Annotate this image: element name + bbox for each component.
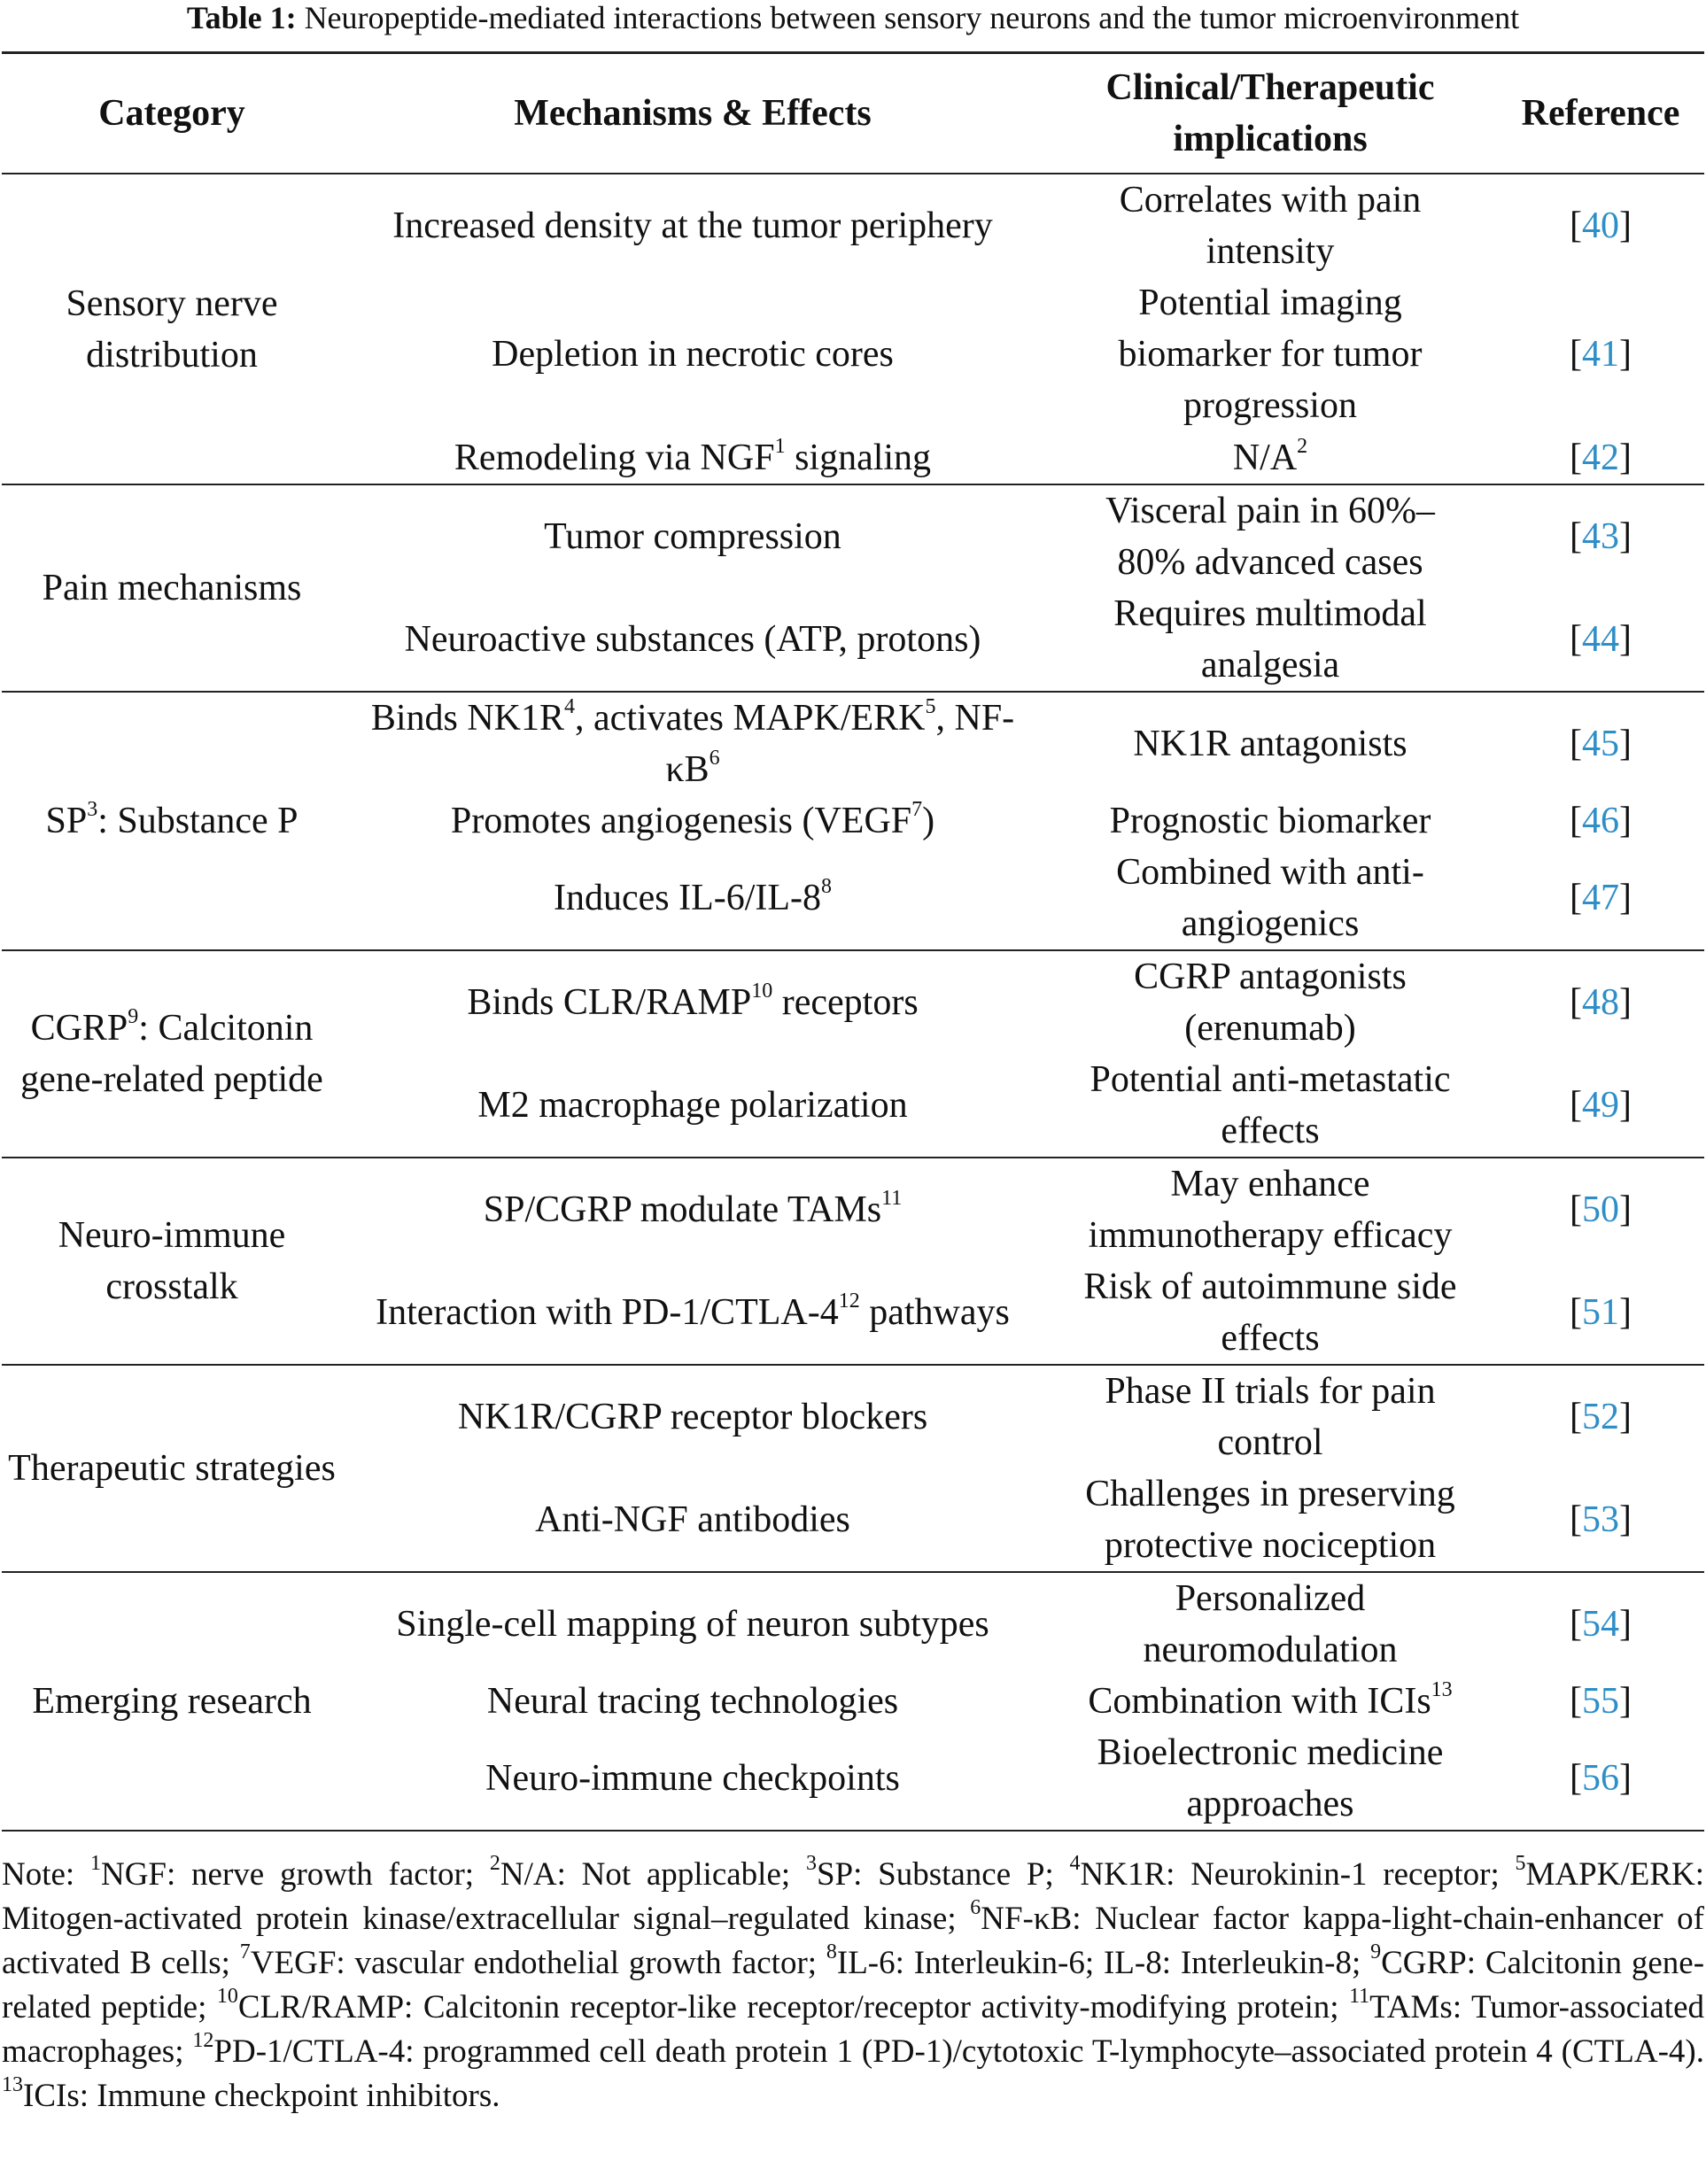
footnote-marker: 9 <box>1370 1940 1382 1963</box>
footnote-marker: 9 <box>128 1005 139 1028</box>
clinical-text: Requires multimodal analgesia <box>1113 593 1427 685</box>
reference-link[interactable]: 52 <box>1582 1397 1619 1437</box>
footnote-marker: 4 <box>1069 1851 1081 1875</box>
table-note <box>2 1832 1704 2118</box>
footnote-marker: 2 <box>1297 434 1308 458</box>
clinical-text: NK1R antagonists <box>1133 724 1407 764</box>
clinical-text: Combination with ICIs <box>1088 1681 1431 1722</box>
reference-link[interactable]: 55 <box>1582 1681 1619 1722</box>
reference-cell <box>1497 484 1704 588</box>
reference-link[interactable]: 53 <box>1582 1499 1619 1540</box>
table-row <box>2 692 1704 795</box>
mechanism-text: Binds CLR/RAMP <box>467 982 752 1023</box>
mechanism-text: Promotes angiogenesis (VEGF <box>450 801 912 841</box>
clinical-text: CGRP antagonists (erenumab) <box>1134 956 1407 1049</box>
clinical-cell <box>1043 1054 1497 1158</box>
clinical-text: Personalized neuromodulation <box>1143 1578 1398 1670</box>
reference-cell <box>1497 1365 1704 1468</box>
mechanism-cell <box>342 1468 1043 1572</box>
mechanism-text: pathways <box>859 1292 1010 1333</box>
footnote-marker: 6 <box>970 1895 981 1919</box>
clinical-cell <box>1043 174 1497 277</box>
header-mechanisms: Mechanisms & Effects <box>514 93 872 134</box>
clinical-cell <box>1043 1727 1497 1831</box>
category-cell <box>2 950 342 1158</box>
note-item: PD-1/CTLA-4: programmed cell death protein 1 (PD-1)/cytotoxic T-lymphocyte–associated protein 4 (CTLA-4). <box>213 2033 1704 2070</box>
bracket: [ <box>1570 1085 1582 1126</box>
clinical-cell <box>1043 1158 1497 1261</box>
table-group <box>2 1365 1704 1572</box>
clinical-text: Prognostic biomarker <box>1109 801 1431 841</box>
mechanism-text: Interaction with PD-1/CTLA-4 <box>376 1292 839 1333</box>
note-prefix: Note: <box>2 1856 90 1893</box>
mechanism-cell <box>342 1365 1043 1468</box>
footnote-marker: 8 <box>821 875 833 898</box>
reference-cell <box>1497 1676 1704 1727</box>
mechanism-text: receptors <box>772 982 919 1023</box>
clinical-cell <box>1043 484 1497 588</box>
clinical-cell <box>1043 588 1497 692</box>
bracket: [ <box>1570 1499 1582 1540</box>
mechanism-text: Neuro-immune checkpoints <box>485 1758 900 1799</box>
bracket: ] <box>1619 801 1632 841</box>
mechanism-cell <box>342 1676 1043 1727</box>
footnote-marker: 5 <box>1515 1851 1526 1875</box>
reference-link[interactable]: 40 <box>1582 205 1619 246</box>
reference-cell <box>1497 174 1704 277</box>
category-text: : Substance P <box>97 801 299 841</box>
mechanism-cell <box>342 484 1043 588</box>
bracket: ] <box>1619 516 1632 557</box>
mechanism-cell <box>342 950 1043 1054</box>
reference-link[interactable]: 41 <box>1582 334 1619 375</box>
clinical-cell <box>1043 692 1497 795</box>
bracket: [ <box>1570 801 1582 841</box>
table-row <box>2 1158 1704 1261</box>
reference-cell <box>1497 277 1704 431</box>
category-text: Sensory nerve distribution <box>66 283 278 376</box>
bracket: [ <box>1570 982 1582 1023</box>
note-item: VEGF: vascular endothelial growth factor; <box>250 1945 826 1981</box>
bracket: [ <box>1570 516 1582 557</box>
clinical-text: Potential imaging biomarker for tumor progression <box>1118 283 1423 426</box>
reference-link[interactable]: 47 <box>1582 878 1619 918</box>
mechanism-text: NK1R/CGRP receptor blockers <box>457 1397 928 1437</box>
mechanism-cell <box>342 174 1043 277</box>
bracket: [ <box>1570 619 1582 660</box>
bracket: [ <box>1570 1292 1582 1333</box>
bracket: ] <box>1619 1758 1632 1799</box>
neuropeptide-table <box>2 51 1704 1832</box>
reference-cell <box>1497 950 1704 1054</box>
reference-cell <box>1497 692 1704 795</box>
mechanism-cell <box>342 795 1043 847</box>
reference-link[interactable]: 46 <box>1582 801 1619 841</box>
note-item: ICIs: Immune checkpoint inhibitors. <box>23 2078 500 2114</box>
bracket: [ <box>1570 334 1582 375</box>
table-row <box>2 484 1704 588</box>
reference-cell <box>1497 1468 1704 1572</box>
clinical-text: May enhance immunotherapy efficacy <box>1088 1164 1453 1256</box>
mechanism-text: Increased density at the tumor periphery <box>392 205 993 246</box>
category-text: Therapeutic strategies <box>8 1448 336 1489</box>
clinical-text: Visceral pain in 60%–80% advanced cases <box>1105 491 1435 583</box>
table-caption <box>2 0 1704 51</box>
bracket: ] <box>1619 724 1632 764</box>
table-group <box>2 692 1704 950</box>
clinical-text: N/A <box>1232 437 1298 478</box>
footnote-marker: 3 <box>87 798 98 821</box>
reference-link[interactable]: 45 <box>1582 724 1619 764</box>
bracket: ] <box>1619 205 1632 246</box>
note-item: IL-6: Interleukin-6; IL-8: Interleukin-8; <box>836 1945 1371 1981</box>
clinical-text: Correlates with pain intensity <box>1119 180 1422 272</box>
note-item: CGRP: Calcitonin gene-related peptide; <box>2 1945 1705 2025</box>
header-clinical: Clinical/Therapeutic implications <box>1105 67 1435 159</box>
bracket: [ <box>1570 1189 1582 1230</box>
reference-cell <box>1497 1572 1704 1676</box>
category-cell <box>2 1365 342 1572</box>
mechanism-text: ) <box>922 801 935 841</box>
footnote-marker: 2 <box>489 1851 500 1875</box>
bracket: [ <box>1570 1604 1582 1645</box>
reference-link[interactable]: 56 <box>1582 1758 1619 1799</box>
category-cell <box>2 1158 342 1365</box>
reference-cell <box>1497 1054 1704 1158</box>
category-cell <box>2 692 342 950</box>
table-row <box>2 950 1704 1054</box>
footnote-marker: 13 <box>1431 1678 1453 1701</box>
mechanism-text: Neuroactive substances (ATP, protons) <box>404 619 981 660</box>
bracket: [ <box>1570 724 1582 764</box>
reference-link[interactable]: 54 <box>1582 1604 1619 1645</box>
mechanism-cell <box>342 1261 1043 1365</box>
footnote-marker: 3 <box>805 1851 817 1875</box>
table-group <box>2 1572 1704 1831</box>
table-group <box>2 484 1704 692</box>
category-text: Neuro-immune crosstalk <box>58 1215 286 1307</box>
bracket: ] <box>1619 1292 1632 1333</box>
caption-text: Neuropeptide-mediated interactions between sensory neurons and the tumor microenvironment <box>304 0 1520 35</box>
category-text: SP <box>45 801 88 841</box>
clinical-cell <box>1043 847 1497 950</box>
reference-cell <box>1497 1158 1704 1261</box>
clinical-text: Bioelectronic medicine approaches <box>1097 1732 1444 1824</box>
mechanism-text: Neural tracing technologies <box>486 1681 899 1722</box>
footnote-marker: 8 <box>826 1940 837 1963</box>
clinical-text: Phase II trials for pain control <box>1105 1371 1436 1463</box>
footnote-marker: 1 <box>89 1851 101 1875</box>
reference-link[interactable]: 42 <box>1582 437 1619 478</box>
category-text: Emerging research <box>32 1681 312 1722</box>
table-row <box>2 1365 1704 1468</box>
reference-cell <box>1497 1261 1704 1365</box>
note-item: NF-κB: Nuclear factor kappa-light-chain-enhancer of activated B cells; <box>2 1901 1704 1981</box>
category-text: CGRP <box>30 1008 128 1049</box>
mechanism-cell <box>342 692 1043 795</box>
bracket: [ <box>1570 1758 1582 1799</box>
mechanism-text: signaling <box>785 437 932 478</box>
category-text: : Calcitonin gene-related peptide <box>20 1008 323 1100</box>
table-group <box>2 1158 1704 1365</box>
clinical-text: Challenges in preserving protective nociception <box>1085 1474 1455 1566</box>
footnote-marker: 6 <box>709 747 720 770</box>
footnote-marker: 7 <box>911 798 923 821</box>
footnote-marker: 11 <box>881 1187 903 1210</box>
table-group <box>2 174 1704 484</box>
mechanism-text: , NF-κB <box>665 698 1015 790</box>
note-item: NK1R: Neurokinin-1 receptor; <box>1080 1856 1516 1893</box>
clinical-cell <box>1043 1572 1497 1676</box>
reference-cell <box>1497 431 1704 484</box>
reference-cell <box>1497 1727 1704 1831</box>
clinical-text: Combined with anti-angiogenics <box>1116 852 1424 944</box>
bracket: [ <box>1570 205 1582 246</box>
bracket: ] <box>1619 1397 1632 1437</box>
footnote-marker: 11 <box>1349 1984 1370 2008</box>
footnote-marker: 13 <box>2 2072 23 2096</box>
header-reference: Reference <box>1521 93 1680 134</box>
clinical-text: Risk of autoimmune side effects <box>1083 1266 1457 1359</box>
reference-link[interactable]: 50 <box>1582 1189 1619 1230</box>
category-cell <box>2 484 342 692</box>
clinical-text: Potential anti-metastatic effects <box>1090 1059 1451 1151</box>
reference-cell <box>1497 588 1704 692</box>
reference-link[interactable]: 48 <box>1582 982 1619 1023</box>
mechanism-cell <box>342 847 1043 950</box>
note-item: TAMs: Tumor-associated macrophages; <box>2 1989 1704 2070</box>
header-row <box>2 53 1704 174</box>
clinical-cell <box>1043 1468 1497 1572</box>
note-item: NGF: nerve growth factor; <box>100 1856 490 1893</box>
reference-cell <box>1497 847 1704 950</box>
bracket: [ <box>1570 1681 1582 1722</box>
reference-link[interactable]: 43 <box>1582 516 1619 557</box>
mechanism-text: Binds NK1R <box>370 698 565 739</box>
mechanism-text: M2 macrophage polarization <box>477 1085 908 1126</box>
note-item: N/A: Not applicable; <box>500 1856 806 1893</box>
header-category: Category <box>98 93 245 134</box>
mechanism-cell <box>342 1572 1043 1676</box>
caption-label: Table 1: <box>186 0 297 35</box>
note-item: CLR/RAMP: Calcitonin receptor-like receptor/receptor activity-modifying protein; <box>237 1989 1350 2025</box>
mechanism-text: Tumor compression <box>544 516 841 557</box>
reference-link[interactable]: 44 <box>1582 619 1619 660</box>
footnote-marker: 7 <box>239 1940 251 1963</box>
bracket: [ <box>1570 1397 1582 1437</box>
mechanism-cell <box>342 431 1043 484</box>
clinical-cell <box>1043 795 1497 847</box>
category-cell <box>2 1572 342 1831</box>
bracket: ] <box>1619 1085 1632 1126</box>
category-text: Pain mechanisms <box>42 568 302 608</box>
bracket: ] <box>1619 1189 1632 1230</box>
bracket: ] <box>1619 334 1632 375</box>
clinical-cell <box>1043 1365 1497 1468</box>
footnote-marker: 5 <box>925 695 936 718</box>
mechanism-text: , activates MAPK/ERK <box>575 698 926 739</box>
clinical-cell <box>1043 1261 1497 1365</box>
reference-link[interactable]: 51 <box>1582 1292 1619 1333</box>
clinical-cell <box>1043 950 1497 1054</box>
reference-link[interactable]: 49 <box>1582 1085 1619 1126</box>
bracket: [ <box>1570 437 1582 478</box>
bracket: ] <box>1619 982 1632 1023</box>
clinical-cell <box>1043 1676 1497 1727</box>
footnote-marker: 10 <box>216 1984 238 2008</box>
bracket: ] <box>1619 619 1632 660</box>
bracket: [ <box>1570 878 1582 918</box>
mechanism-cell <box>342 1054 1043 1158</box>
bracket: ] <box>1619 878 1632 918</box>
footnote-marker: 4 <box>564 695 576 718</box>
bracket: ] <box>1619 1604 1632 1645</box>
mechanism-cell <box>342 1727 1043 1831</box>
mechanism-text: Depletion in necrotic cores <box>492 334 894 375</box>
bracket: ] <box>1619 1681 1632 1722</box>
bracket: ] <box>1619 437 1632 478</box>
category-cell <box>2 174 342 484</box>
bracket: ] <box>1619 1499 1632 1540</box>
mechanism-cell <box>342 588 1043 692</box>
footnote-marker: 10 <box>751 980 773 1003</box>
mechanism-text: Single-cell mapping of neuron subtypes <box>396 1604 989 1645</box>
table-group <box>2 950 1704 1158</box>
mechanism-text: Induces IL-6/IL-8 <box>553 878 822 918</box>
mechanism-text: Anti-NGF antibodies <box>535 1499 850 1540</box>
mechanism-cell <box>342 1158 1043 1261</box>
clinical-cell <box>1043 277 1497 431</box>
reference-cell <box>1497 795 1704 847</box>
table-row <box>2 1572 1704 1676</box>
note-item: SP: Substance P; <box>816 1856 1070 1893</box>
clinical-cell <box>1043 431 1497 484</box>
note-item: MAPK/ERK: Mitogen-activated protein kinase/extracellular signal–regulated kinase; <box>2 1856 1705 1937</box>
mechanism-text: SP/CGRP modulate TAMs <box>483 1189 882 1230</box>
mechanism-text: Remodeling via NGF <box>454 437 775 478</box>
footnote-marker: 12 <box>838 1289 860 1313</box>
mechanism-cell <box>342 277 1043 431</box>
footnote-marker: 12 <box>192 2028 214 2052</box>
table-row <box>2 174 1704 277</box>
footnote-marker: 1 <box>774 434 786 458</box>
